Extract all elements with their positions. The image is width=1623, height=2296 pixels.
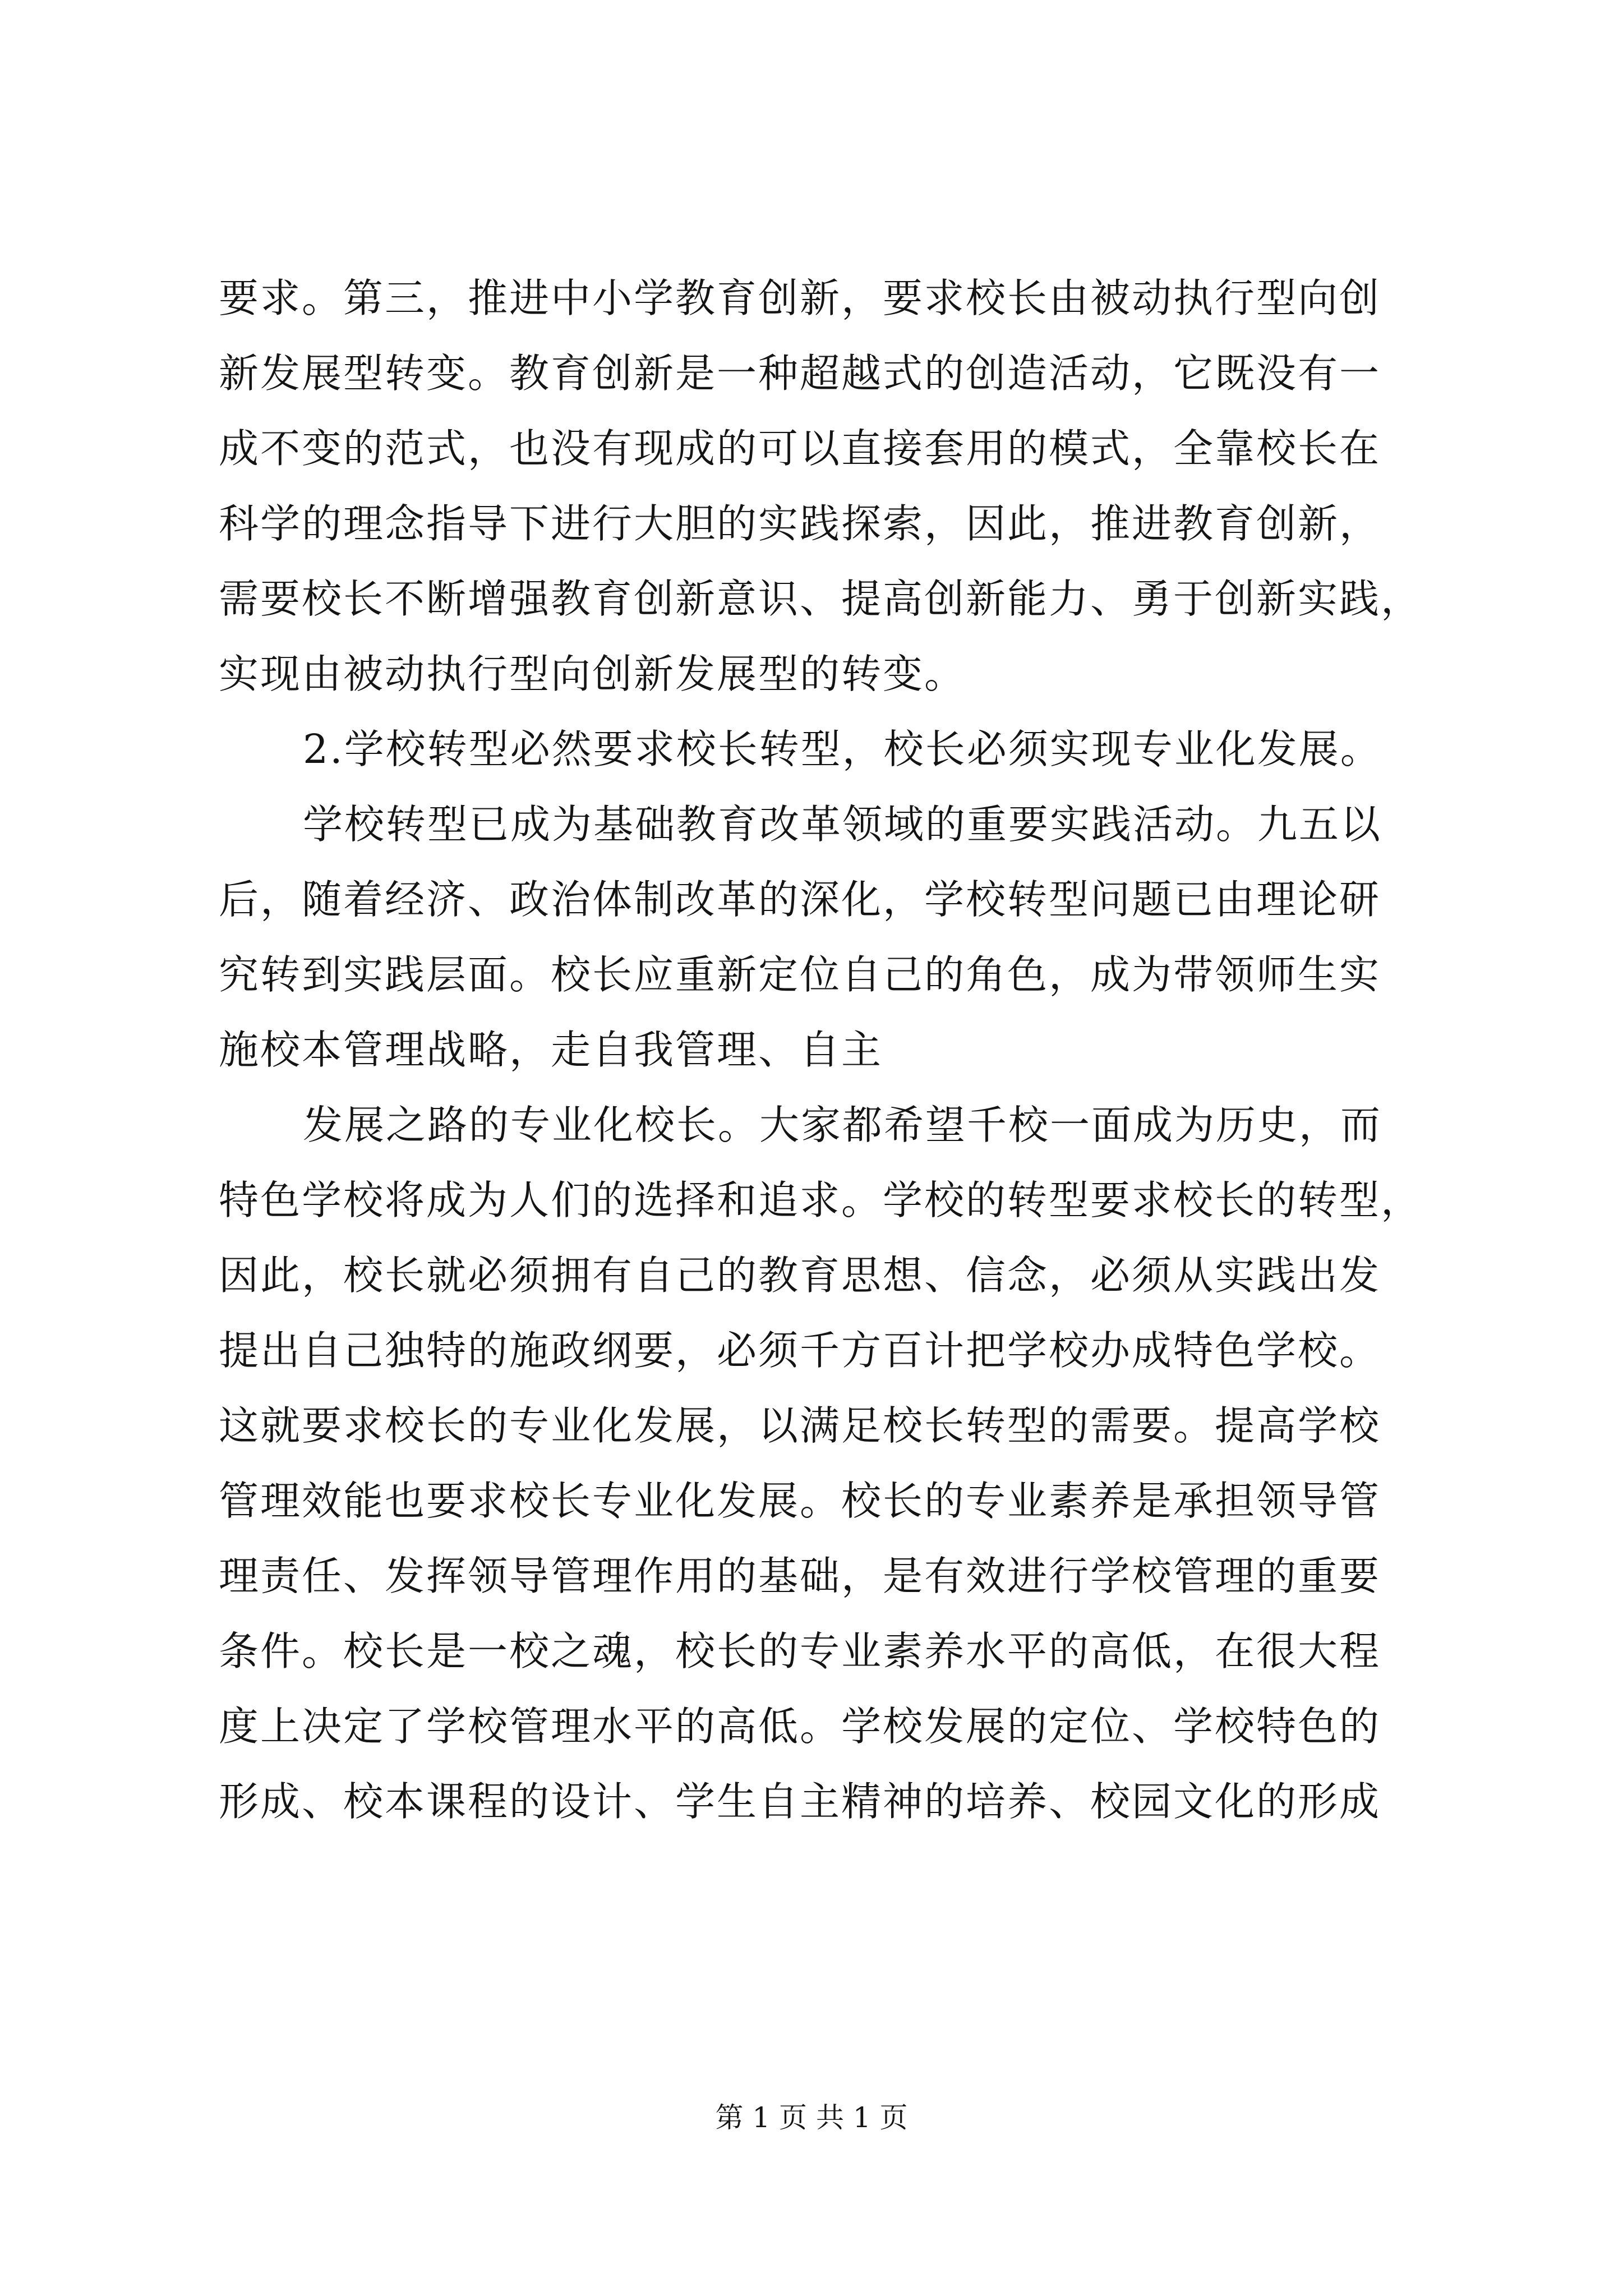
text-line: 成不变的范式，也没有现成的可以直接套用的模式，全靠校长在 xyxy=(219,425,1381,472)
text-line: 究转到实践层面。校长应重新定位自己的角色，成为带领师生实 xyxy=(219,951,1381,998)
body-text xyxy=(219,261,1424,1839)
paragraph-start-line: 学校转型已成为基础教育改革领域的重要实践活动。九五以 xyxy=(303,801,1382,848)
text-line: 因此，校长就必须拥有自己的教育思想、信念，必须从实践出发 xyxy=(219,1252,1381,1299)
text-line: 特色学校将成为人们的选择和追求。学校的转型要求校长的转型， xyxy=(219,1177,1423,1223)
text-line: 条件。校长是一校之魂，校长的专业素养水平的高低，在很大程 xyxy=(219,1628,1381,1674)
text-line: 科学的理念指导下进行大胆的实践探索，因此，推进教育创新， xyxy=(219,500,1381,547)
text-line: 理责任、发挥领导管理作用的基础，是有效进行学校管理的重要 xyxy=(219,1553,1381,1599)
text-line: 管理效能也要求校长专业化发展。校长的专业素养是承担领导管 xyxy=(219,1478,1381,1524)
text-line: 后，随着经济、政治体制改革的深化，学校转型问题已由理论研 xyxy=(219,876,1381,923)
text-line: 度上决定了学校管理水平的高低。学校发展的定位、学校特色的 xyxy=(219,1703,1381,1750)
section-heading: 2.学校转型必然要求校长转型，校长必须实现专业化发展。 xyxy=(303,726,1382,772)
text-line: 需要校长不断增强教育创新意识、提高创新能力、勇于创新实践， xyxy=(219,576,1423,622)
text-line: 施校本管理战略，走自我管理、自主 xyxy=(219,1027,883,1073)
text-line: 实现由被动执行型向创新发展型的转变。 xyxy=(219,651,966,697)
page-number-footer: 第 1 页 共 1 页 xyxy=(715,2101,908,2134)
text-line: 新发展型转变。教育创新是一种超越式的创造活动，它既没有一 xyxy=(219,350,1381,397)
paragraph-start-line: 发展之路的专业化校长。大家都希望千校一面成为历史，而 xyxy=(303,1102,1382,1148)
text-line: 提出自己独特的施政纲要，必须千方百计把学校办成特色学校。 xyxy=(219,1327,1381,1374)
text-line: 要求。第三，推进中小学教育创新，要求校长由被动执行型向创 xyxy=(219,275,1381,321)
text-line: 形成、校本课程的设计、学生自主精神的培养、校园文化的形成 xyxy=(219,1778,1381,1825)
text-line: 这就要求校长的专业化发展，以满足校长转型的需要。提高学校 xyxy=(219,1402,1381,1449)
